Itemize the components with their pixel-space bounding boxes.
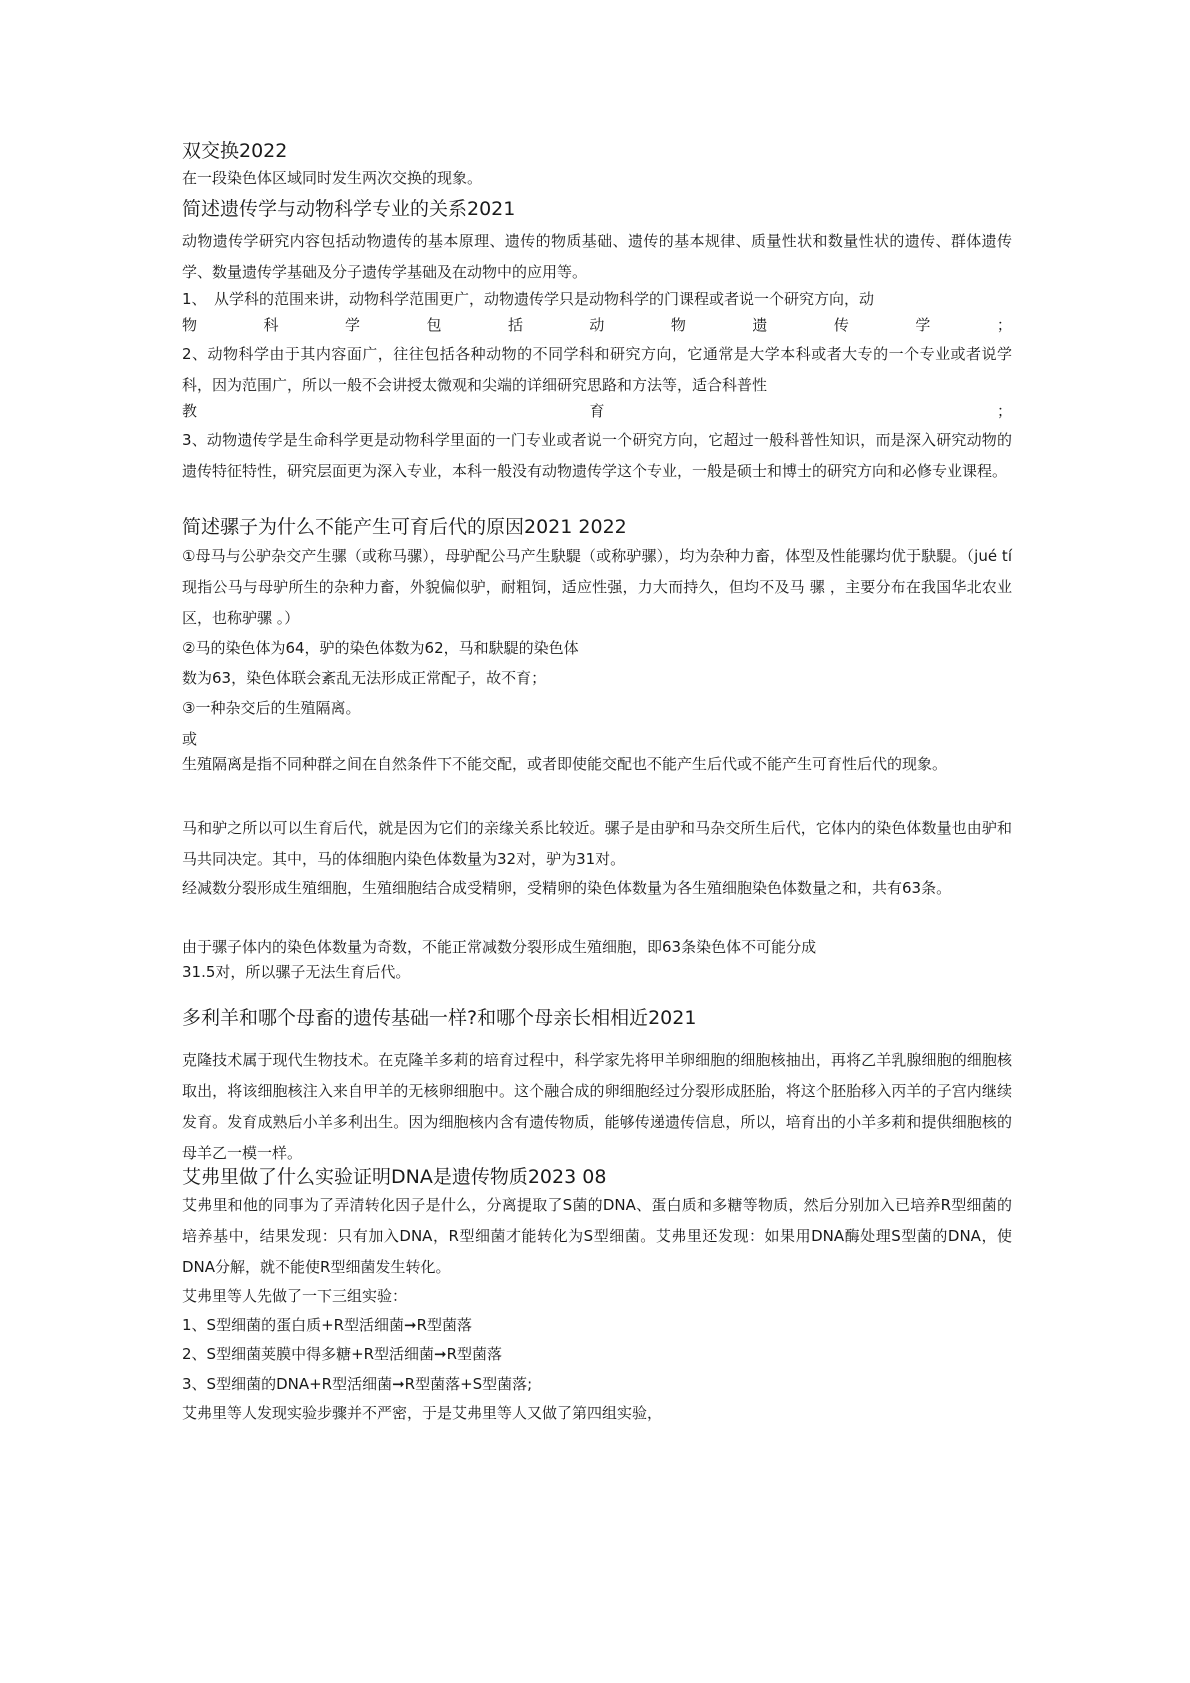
spread-char: 遗 [752,316,768,334]
paragraph-reproductive-isolation: 生殖隔离是指不同种群之间在自然条件下不能交配，或者即使能交配也不能产生后代或不能产生可育性后代的现象。 [182,755,948,773]
paragraph-meiosis: 经减数分裂形成生殖细胞，生殖细胞结合成受精卵，受精卵的染色体数量为各生殖细胞染色体数量之和，共有63条。 [182,879,952,897]
spread-char: 育 [589,402,605,420]
paragraph-horse-donkey: 马和驴之所以可以生育后代，就是因为它们的亲缘关系比较近。骡子是由驴和马杂交所生后代，它体内的染色体数量也由驴和马共同决定。其中，马的体细胞内染色体数量为32对，驴为31对。 [182,819,1012,868]
paragraph-point-2: 2、动物科学由于其内容面广，往往包括各种动物的不同学科和研究方向，它通常是大学本科或者大专的一个专业或者说学科，因为范围广，所以一般不会讲授太微观和尖端的详细研究思路和方法等，适合科普性 [182,345,1012,394]
paragraph-mule-point-2b: 数为63，染色体联会紊乱无法形成正常配子，故不育； [182,669,547,687]
spread-char: 括 [507,316,523,334]
spread-char: 学 [915,316,931,334]
paragraph-odd-chromosomes-b: 31.5对，所以骡子无法生育后代。 [182,963,411,981]
paragraph-avery-three-groups: 艾弗里等人先做了一下三组实验： [182,1287,408,1305]
experiment-item-2: 2、S型细菌荚膜中得多糖+R型活细菌➞R型菌落 [182,1345,503,1363]
paragraph-or: 或 [182,730,198,748]
spread-char: 包 [426,316,442,334]
experiment-item-3: 3、S型细菌的DNA+R型活细菌➞R型菌落+S型菌落; [182,1375,533,1393]
spread-char: 物 [670,316,686,334]
paragraph-point-2-justified-line [182,399,1012,423]
spread-char: 教 [182,402,198,420]
spread-char: 科 [263,316,279,334]
paragraph-mule-point-2a: ②马的染色体为64，驴的染色体数为62，马和駃騠的染色体 [182,639,579,657]
paragraph-avery-intro: 艾弗里和他的同事为了弄清转化因子是什么，分离提取了S菌的DNA、蛋白质和多糖等物质，然后分别加入已培养R型细菌的培养基中，结果发现：只有加入DNA，R型细菌才能转化为S型细菌。艾弗里还发现：如果用DNA酶处理S型菌的DNA，使DNA分解，就不能使R型细菌发生转化。 [182,1196,1012,1276]
heading-mule-sterility: 简述骡子为什么不能产生可育后代的原因2021 2022 [182,516,627,538]
spread-char: 学 [344,316,360,334]
paragraph-double-crossover: 在一段染色体区域同时发生两次交换的现象。 [182,169,483,187]
heading-genetics-animal-science: 简述遗传学与动物科学专业的关系2021 [182,198,516,220]
heading-double-crossover: 双交换2022 [182,140,288,162]
paragraph-genetics-intro: 动物遗传学研究内容包括动物遗传的基本原理、遗传的物质基础、遗传的基本规律、质量性状和数量性状的遗传、群体遗传学、数量遗传学基础及分子遗传学基础及在动物中的应用等。 [182,232,1012,281]
paragraph-point-1: 1、 从学科的范围来讲，动物科学范围更广，动物遗传学只是动物科学的门课程或者说一个研究方向，动 [182,290,875,308]
heading-avery-experiment: 艾弗里做了什么实验证明DNA是遗传物质2023 08 [182,1166,607,1188]
paragraph-dolly-cloning: 克隆技术属于现代生物技术。在克隆羊多莉的培育过程中，科学家先将甲羊卵细胞的细胞核抽出，再将乙羊乳腺细胞的细胞核取出，将该细胞核注入来自甲羊的无核卵细胞中。这个融合成的卵细胞经过分裂形成胚胎，将这个胚胎移入丙羊的子宫内继续发育。发育成熟后小羊多利出生。因为细胞核内含有遗传物质，能够传递遗传信息，所以，培育出的小羊多莉和提供细胞核的母羊乙一模一样。 [182,1051,1012,1162]
paragraph-point-3: 3、动物遗传学是生命科学更是动物科学里面的一门专业或者说一个研究方向，它超过一般科普性知识，而是深入研究动物的遗传特征特性，研究层面更为深入专业，本科一般没有动物遗传学这个专业，一般是硕士和博士的研究方向和必修专业课程。 [182,431,1012,480]
paragraph-odd-chromosomes-a: 由于骡子体内的染色体数量为奇数，不能正常减数分裂形成生殖细胞，即63条染色体不可能分成 [182,938,817,956]
spread-char: ； [996,316,1012,334]
paragraph-mule-point-3: ③一种杂交后的生殖隔离。 [182,699,361,717]
paragraph-point-1-justified-line [182,313,1012,337]
spread-char: 动 [589,316,605,334]
spread-char: 物 [182,316,198,334]
heading-dolly-sheep: 多利羊和哪个母畜的遗传基础一样?和哪个母亲长相相近2021 [182,1007,697,1029]
experiment-item-1: 1、S型细菌的蛋白质+R型活细菌➞R型菌落 [182,1316,473,1334]
spread-char: ； [996,402,1012,420]
paragraph-mule-point-1: ①母马与公驴杂交产生骡（或称马骡），母驴配公马产生駃騠（或称驴骡），均为杂种力畜，体型及性能骡均优于駃騠。（jué tí 现指公马与母驴所生的杂种力畜，外貌偏似驴，耐粗饲，适应性强，力大而持久，但均不及马 骡 ，主要分布在我国华北农业区，也称驴骡 。） [182,547,1012,627]
spread-char: 传 [833,316,849,334]
paragraph-avery-fourth-group: 艾弗里等人发现实验步骤并不严密，于是艾弗里等人又做了第四组实验， [182,1404,663,1422]
